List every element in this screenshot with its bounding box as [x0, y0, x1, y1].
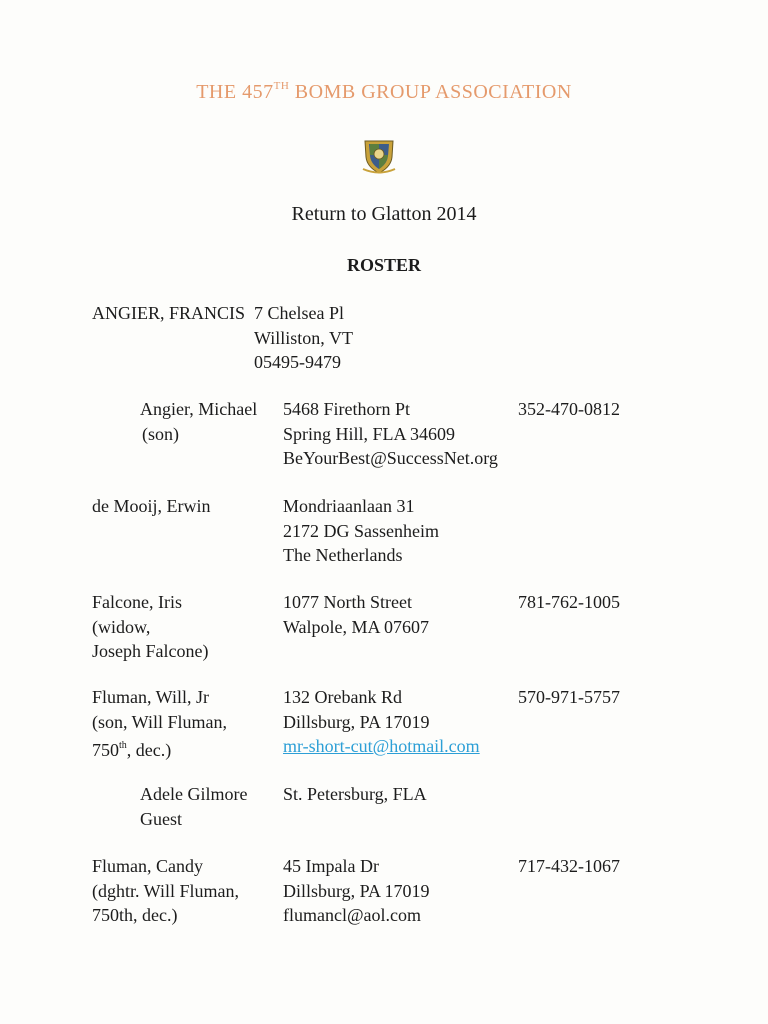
association-header: THE 457TH BOMB GROUP ASSOCIATION: [196, 80, 572, 103]
entry-name: Angier, Michael (son): [140, 399, 258, 444]
entry-email: flumancl@aol.com: [283, 905, 422, 925]
entry-address: 7 Chelsea Pl Williston, VT 05495-9479: [254, 303, 353, 372]
entry-phone: 570-971-5757: [518, 687, 620, 707]
roster-heading: ROSTER: [346, 255, 422, 275]
entry-email: BeYourBest@SuccessNet.org: [283, 448, 498, 468]
entry-name: Falcone, Iris (widow, Joseph Falcone): [92, 592, 209, 661]
entry-address: 45 Impala Dr Dillsburg, PA 17019 flumancl@aol.com: [283, 854, 430, 928]
entry-name: Fluman, Will, Jr (son, Will Fluman, 750th, dec.): [92, 687, 227, 760]
entry-phone: 717-432-1067: [518, 856, 620, 876]
entry-address: St. Petersburg, FLA: [283, 784, 427, 804]
entry-address: 132 Orebank Rd Dillsburg, PA 17019 mr-short-cut@hotmail.com: [283, 685, 480, 759]
crest-logo-icon: [361, 135, 397, 175]
entry-name: Adele Gilmore Guest: [140, 784, 248, 829]
entry-address: Mondriaanlaan 31 2172 DG Sassenheim The Netherlands: [283, 496, 439, 565]
entry-address: 1077 North Street Walpole, MA 07607: [283, 592, 430, 637]
entry-address: 5468 Firethorn Pt Spring Hill, FLA 34609 BeYourBest@SuccessNet.org: [283, 397, 498, 471]
entry-name: Fluman, Candy (dghtr. Will Fluman, 750th, dec.): [92, 856, 239, 925]
entry-phone: 352-470-0812: [518, 399, 620, 419]
email-link[interactable]: mr-short-cut@hotmail.com: [283, 736, 480, 756]
entry-name: de Mooij, Erwin: [92, 496, 211, 516]
document-title: Return to Glatton 2014: [291, 203, 477, 225]
entry-name: ANGIER, FRANCIS: [92, 303, 246, 323]
entry-phone: 781-762-1005: [518, 592, 620, 612]
